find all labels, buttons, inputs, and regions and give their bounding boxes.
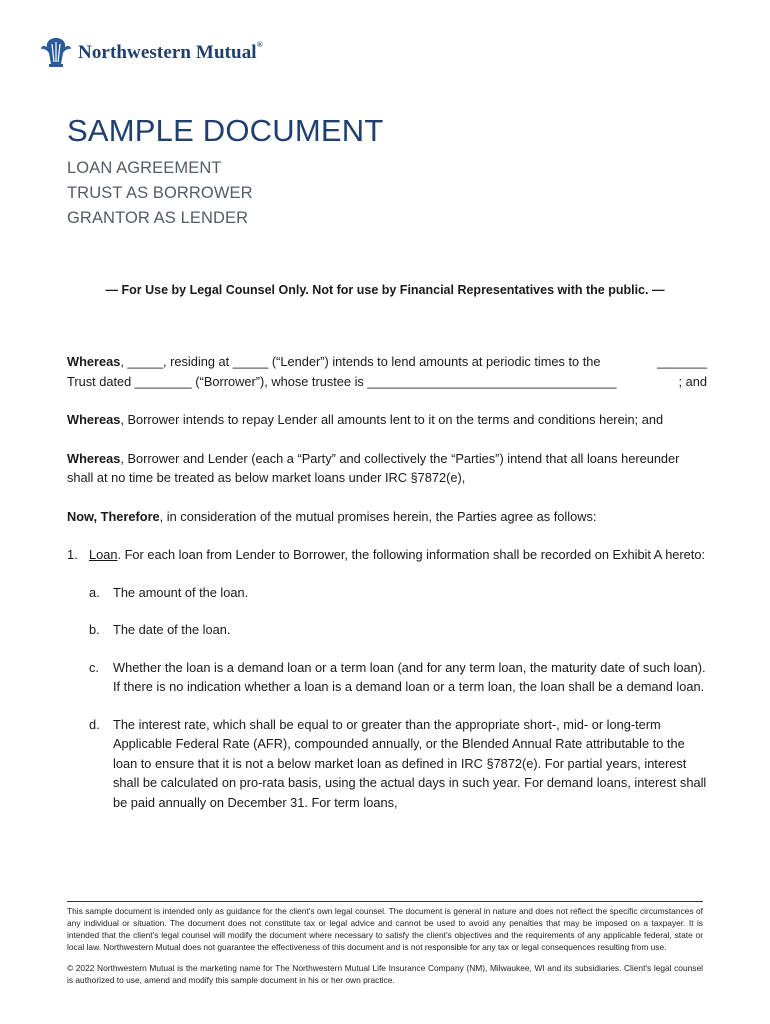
legal-notice: — For Use by Legal Counsel Only. Not for use by Financial Representatives with the public. — [105,283,665,297]
subtitle-grantor-as-lender: GRANTOR AS LENDER [67,209,249,227]
loan-items-list [89,583,707,813]
document-subtitles [67,156,253,231]
logo [38,36,263,70]
section-list [67,545,707,812]
subtitle-trust-as-borrower: TRUST AS BORROWER [67,184,253,202]
list-item: c. Whether the loan is a demand loan or a term loan (and for any term loan, the maturity date of such loan). If there is no indication whether a loan is a demand loan or a term loan, the loan shall be a demand loan. [89,659,706,694]
footer [67,901,703,995]
footer-divider [67,901,703,902]
therefore-paragraph: Now, Therefore, in consideration of the mutual promises herein, the Parties agree as follows: [67,508,597,524]
list-item: a. The amount of the loan. [89,584,249,600]
whereas-paragraph-3: Whereas, Borrower and Lender (each a “Party” and collectively the “Parties”) intend that all loans hereunder shall at no time be treated as below market loans under IRC §7872(e), [67,450,680,485]
subtitle-loan-agreement: LOAN AGREEMENT [67,159,222,177]
list-item: b. The date of the loan. [89,622,231,637]
whereas-paragraph-2: Whereas, Borrower intends to repay Lender all amounts lent to it on the terms and conditions herein; and [67,412,664,427]
document-body [67,352,707,830]
document-title: SAMPLE DOCUMENT [67,113,384,148]
logo-wordmark: Northwestern Mutual® [78,40,263,63]
whereas-paragraph-1: Whereas, _____, residing at _____ (“Lender”) intends to lend amounts at periodic times to the _______ Trust dated ________ (“Borrower”), whose trustee is ___________________________________ ; and [67,354,707,389]
section-1-loan: 1. Loan. For each loan from Lender to Borrower, the following information shall be recorded on Exhibit A hereto: a. The amount of the loan. b. The date of the loan. c. Whether the loan is a demand loan or a term loan (and for any term loan, the maturity date of such loan). If there is no indication whether a loan is a demand loan or a term loan, the loan shall be a demand loan. d. The interest rate, which shall be equal to or greater than the appropriate short-, mid- or long-term Applicable Federal Rate (AFR), compounded annually, or the Blended Annual Rate attributable to the loan to ensure that it is not a below market loan as defined in IRC §7872(e). For partial years, interest shall be calculated on pro-rata basis, using the actual days in such year. For demand loans, interest shall be paid annually on December 31. For term loans, [67,545,707,812]
footer-copyright: © 2022 Northwestern Mutual is the marketing name for The Northwestern Mutual Life Insurance Company (NM), Milwaukee, WI and its subsidiaries. Client's legal counsel is authorized to use, amend and modify this sample document in his or her own practice. [67,963,703,985]
list-item: d. The interest rate, which shall be equal to or greater than the appropriate short-, mid- or long-term Applicable Federal Rate (AFR), compounded annually, or the Blended Annual Rate attributable to the loan to ensure that it is not a below market loan as defined in IRC §7872(e). For partial years, interest shall be calculated on pro-rata basis, using the actual days in such year. For demand loans, interest shall be paid annually on December 31. For term loans, [89,716,707,810]
northwestern-mutual-logo-icon [38,36,74,70]
footer-disclaimer: This sample document is intended only as guidance for the client's own legal counsel. The document is general in nature and does not reflect the specific circumstances of any individual or situation. The document does not constitute tax or legal advice and cannot be used to avoid any penalties that may be imposed on a taxpayer. It is intended that the client's legal counsel will modify the document where necessary to satisfy the client's objectives and the requirements of any applicable federal, state or local law. Northwestern Mutual does not guarantee the effectiveness of this document and is not responsible for any tax or legal consequences resulting from use. [67,906,703,952]
